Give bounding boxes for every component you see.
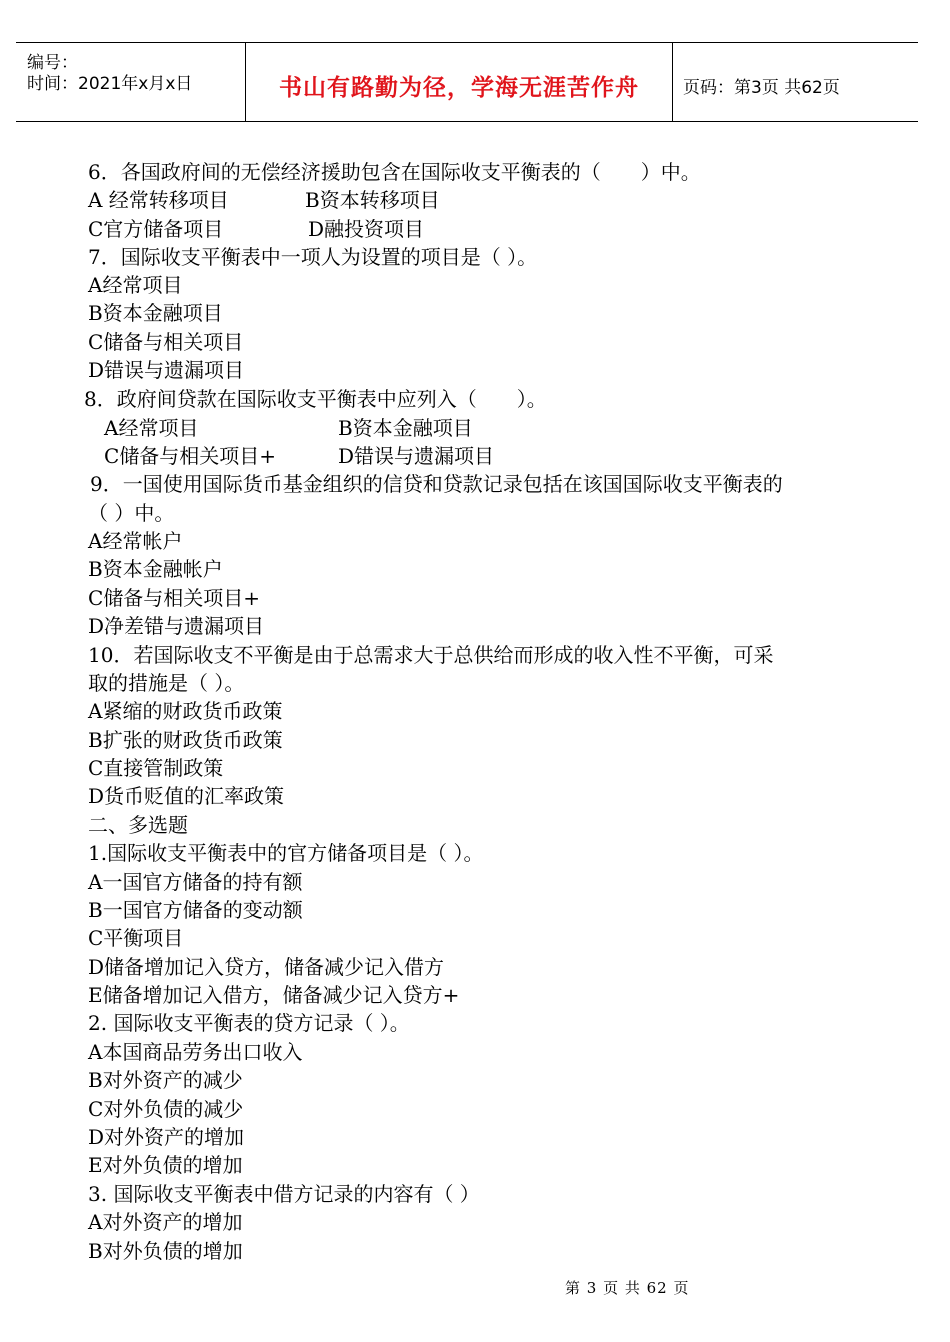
question-line: 1.国际收支平衡表中的官方储备项目是（ ）。	[88, 841, 484, 865]
option-line: C官方储备项目	[88, 217, 224, 241]
option-line: B对外负债的增加	[88, 1239, 243, 1263]
option-line: E对外负债的增加	[88, 1153, 243, 1177]
option-line: C储备与相关项目+	[104, 444, 277, 468]
question-line: 9．一国使用国际货币基金组织的信贷和贷款记录包括在该国国际收支平衡表的	[90, 472, 783, 496]
question-line: （ ）中。	[88, 501, 175, 525]
option-line: A一国官方储备的持有额	[88, 870, 303, 894]
option-line: A经常帐户	[88, 529, 183, 553]
option-line: A本国商品劳务出口收入	[88, 1040, 303, 1064]
question-line: 8．政府间贷款在国际收支平衡表中应列入（ ）。	[84, 387, 547, 411]
motto: 书山有路勤为径，学海无涯苦作舟	[279, 74, 639, 101]
option-line: A经常项目	[88, 273, 183, 297]
question-line: 2. 国际收支平衡表的贷方记录（ ）。	[88, 1011, 410, 1035]
option-line: A对外资产的增加	[88, 1210, 243, 1234]
page-footer: 第 3 页 共 62 页	[565, 1279, 690, 1297]
option-line: D货币贬值的汇率政策	[88, 784, 285, 808]
option-line: D错误与遗漏项目	[88, 358, 245, 382]
option-line: D对外资产的增加	[88, 1125, 245, 1149]
option-line: A紧缩的财政货币政策	[88, 699, 283, 723]
option-line: D错误与遗漏项目	[338, 444, 495, 468]
option-line: D储备增加记入贷方，储备减少记入借方	[88, 955, 445, 979]
question-line: 取的措施是（ ）。	[88, 671, 245, 695]
option-line: E储备增加记入借方，储备减少记入贷方+	[88, 983, 460, 1007]
question-line: 6．各国政府间的无偿经济援助包含在国际收支平衡表的（ ）中。	[88, 160, 701, 184]
option-line: B对外资产的减少	[88, 1068, 243, 1092]
option-line: C平衡项目	[88, 926, 184, 950]
option-line: B一国官方储备的变动额	[88, 898, 303, 922]
option-line: C储备与相关项目	[88, 330, 244, 354]
option-line: B扩张的财政货币政策	[88, 728, 283, 752]
question-line: 3. 国际收支平衡表中借方记录的内容有（ ）	[88, 1182, 480, 1206]
number-label: 编号：	[27, 53, 78, 73]
page-label: 页码：第3页 共62页	[683, 78, 840, 98]
option-line: A 经常转移项目	[88, 188, 229, 212]
option-line: B资本金融帐户	[88, 557, 223, 581]
option-line: B资本金融项目	[338, 416, 473, 440]
header-left-cell	[16, 43, 244, 121]
section-heading: 二、多选题	[88, 813, 188, 837]
option-line: B资本金融项目	[88, 301, 223, 325]
question-line: 10．若国际收支不平衡是由于总需求大于总供给而形成的收入性不平衡，可采	[88, 643, 774, 667]
option-line: C储备与相关项目+	[88, 586, 261, 610]
option-line: C直接管制政策	[88, 756, 224, 780]
question-line: 7．国际收支平衡表中一项人为设置的项目是（ ）。	[88, 245, 538, 269]
header-center-cell	[245, 43, 673, 121]
header-right-cell	[672, 43, 918, 121]
option-line: B资本转移项目	[305, 188, 440, 212]
option-line: D融投资项目	[308, 217, 425, 241]
option-line: D净差错与遗漏项目	[88, 614, 265, 638]
option-line: C对外负债的减少	[88, 1097, 244, 1121]
time-label: 时间：2021年x月x日	[27, 74, 193, 94]
header-table	[16, 42, 918, 122]
option-line: A经常项目	[104, 416, 199, 440]
